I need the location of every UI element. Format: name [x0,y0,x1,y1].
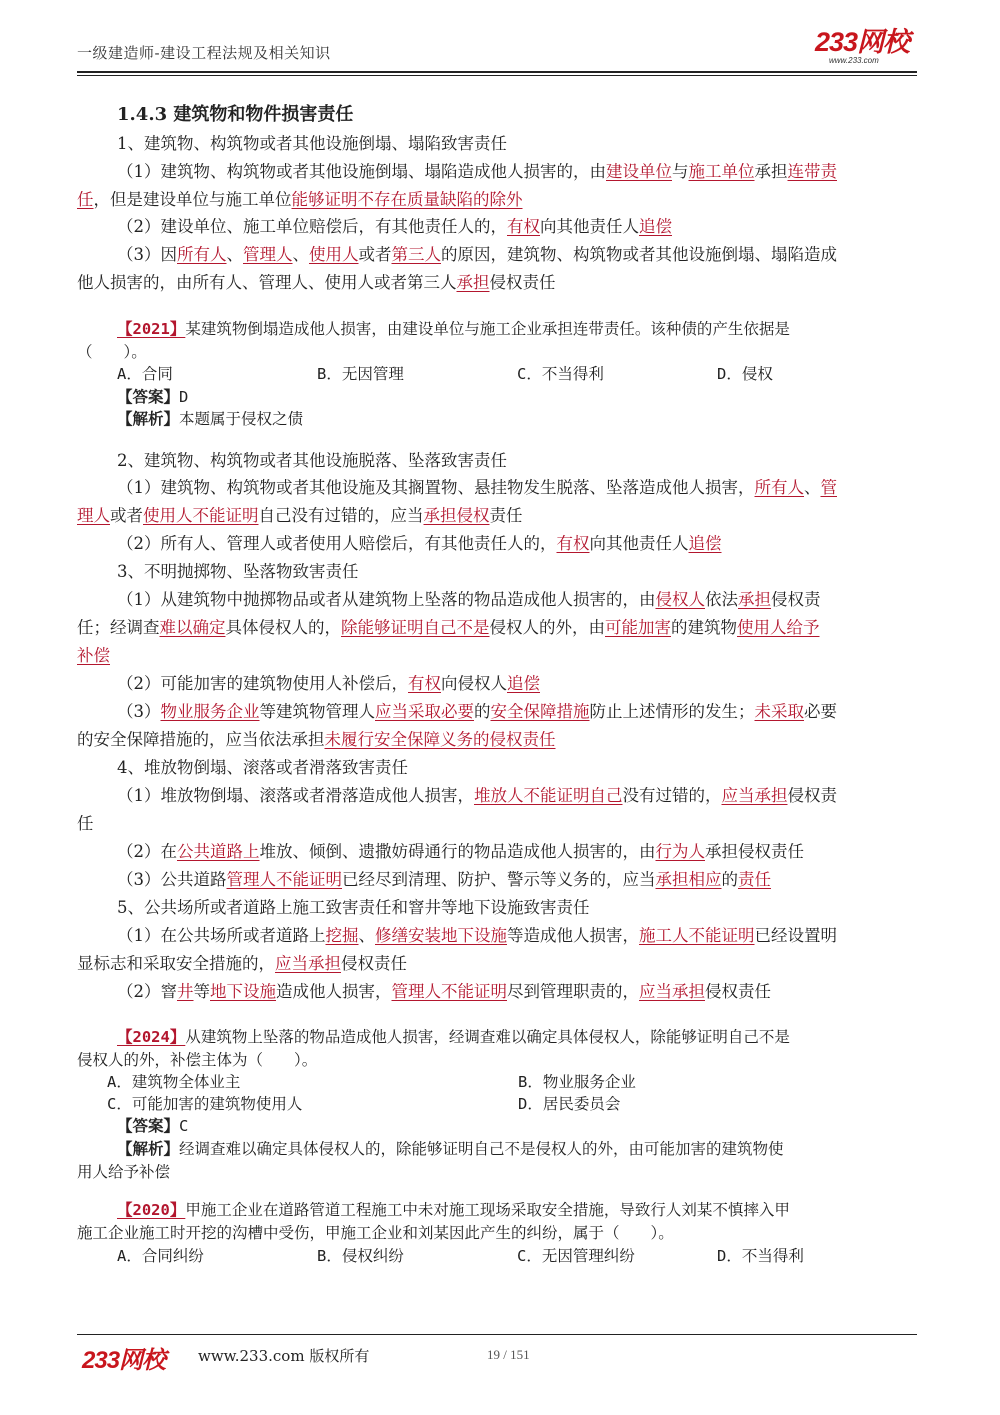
header-divider [77,71,917,73]
content-line [77,617,820,639]
answer-label: 【答案】 [117,388,180,406]
question-option-c: C．可能加害的建筑物使用人 [107,1095,303,1113]
line-text: （1）在公共场所或者道路上 [117,926,326,945]
line-text: 的 [721,870,738,889]
key-term: 未履行安全保障义务的侵权责任 [324,730,556,749]
content-line [117,561,359,583]
key-term: 安全保障措施 [490,702,590,721]
key-term: 公共道路上 [177,842,260,861]
content-line [117,869,771,891]
line-text: 自己没有过错的，应当 [258,506,424,525]
line-text: （1）从建筑物中抛掷物品或者从建筑物上坠落的物品造成他人损害的，由 [117,590,656,609]
key-term: 应当承担 [721,786,788,805]
key-term: 承担 [456,273,490,292]
content-line [117,701,837,723]
content-line [117,161,837,183]
key-term: 所有人 [754,478,804,497]
answer-label: 【答案】 [117,1117,180,1135]
line-text: 等造成他人损害， [507,926,639,945]
content-line [117,133,507,155]
content-line [77,729,556,751]
content-line [117,757,408,779]
content-line [117,785,837,807]
question-option-d: D．侵权 [717,365,773,383]
key-term: 应当承担 [275,954,341,973]
key-term: 管 [820,478,837,497]
key-term: 使用人给予 [737,618,820,637]
key-term: 承担侵权 [423,506,490,525]
question-option-a: A．合同纠纷 [117,1247,204,1265]
line-text: ，但是建设单位与施工单位 [93,190,292,209]
question-year-tag: 【2020】 [117,1201,186,1219]
content-line [117,216,672,238]
key-term: 追偿 [639,217,672,236]
line-text: 等 [193,982,210,1001]
line-text: 堆放、倾倒、遗撒妨碍通行的物品造成他人损害的，由 [259,842,656,861]
content-line [117,925,837,947]
question-analysis [117,408,303,430]
question-option-a: A．建筑物全体业主 [107,1073,241,1091]
key-term: 追偿 [688,534,722,553]
line-text: 侵权责任 [489,273,556,292]
key-term: 应当采取必要 [375,702,474,721]
analysis-text: 经调查难以确定具体侵权人的，除能够证明自己不是侵权人的外，由可能加害的建筑物使 [179,1140,784,1158]
line-text: 承担 [754,162,788,181]
analysis-text: 本题属于侵权之债 [179,410,304,428]
logo-url: www.233.com [829,56,879,65]
key-term: 使用人 [309,245,359,264]
key-term: 堆放人不能证明自己 [474,786,623,805]
line-text: 与 [672,162,689,181]
content-line [117,244,837,266]
line-text: （1）建筑物、构筑物或者其他设施及其搁置物、悬挂物发生脱落、坠落造成他人损害， [117,478,755,497]
line-text: 没有过错的， [622,786,722,805]
key-term: 连带责 [787,162,837,181]
line-text: 任 [77,814,94,833]
brand-logo [815,28,909,65]
line-text: 侵权人的外，由 [489,618,605,637]
content-line [77,953,407,975]
line-text: （2）在 [117,842,177,861]
line-text: 依法 [705,590,738,609]
question-answer [117,386,188,408]
line-text: 向其他责任人 [589,534,689,553]
content-line [117,841,804,863]
line-text: 侵权责任 [341,954,407,973]
key-term: 施工人不能证明 [639,926,755,945]
line-text: 、 [226,245,243,264]
answer-value: D [179,388,189,406]
line-text: （3） [117,702,161,721]
key-term: 侵权人 [655,590,705,609]
content-line [117,477,837,499]
line-text: （2）可能加害的建筑物使用人补偿后， [117,674,408,693]
question-option-a: A．合同 [117,365,173,383]
line-text: 、 [358,926,375,945]
line-text: 或者 [358,245,392,264]
key-term: 管理人不能证明 [226,870,342,889]
line-text: 具体侵权人的， [225,618,341,637]
footer-divider [77,1334,917,1335]
line-text: 侵权责任 [705,982,771,1001]
line-text: 、 [804,478,821,497]
footer-logo: 233网校 [82,1347,166,1374]
line-text: 造成他人损害， [276,982,392,1001]
line-text: 必要 [804,702,837,721]
key-term: 有权 [408,674,441,693]
key-term: 建设单位 [606,162,672,181]
line-text: 的建筑物 [671,618,737,637]
content-line [117,981,771,1003]
content-line [77,505,523,527]
question-stem-line-1 [117,1026,790,1048]
key-term: 承担相应 [655,870,722,889]
key-term: 理人 [77,506,110,525]
content-line [117,533,722,555]
key-term: 未采取 [754,702,804,721]
key-term: 管理人 [243,245,293,264]
question-analysis [117,1138,784,1160]
line-text: （3）公共道路 [117,870,227,889]
line-text: （3）因 [117,245,177,264]
content-line [117,589,821,611]
question-option-c: C．无因管理纠纷 [517,1247,635,1265]
line-text: 已经尽到清理、防护、警示等义务的，应当 [342,870,656,889]
key-term: 第三人 [391,245,441,264]
question-option-b: B．物业服务企业 [518,1073,636,1091]
line-text: 侵权责 [787,786,837,805]
document-header-title: 一级建造师-建设工程法规及相关知识 [77,44,331,62]
line-text: 责任 [489,506,523,525]
key-term: 能够证明不存在质量缺陷的除外 [291,190,523,209]
line-text: 已经设置明 [754,926,837,945]
question-stem-line-2: 施工企业施工时开挖的沟槽中受伤，甲施工企业和刘某因此产生的纠纷，属于（ ）。 [77,1224,674,1242]
key-term: 修缮安装地下设施 [375,926,507,945]
line-text: 3、不明抛掷物、坠落物致害责任 [117,562,359,581]
line-text: 、 [292,245,309,264]
line-text: 向侵权人 [441,674,507,693]
key-term: 管理人不能证明 [391,982,507,1001]
line-text: 承担侵权责任 [705,842,804,861]
key-term: 地下设施 [210,982,276,1001]
question-option-d: D．不当得利 [717,1247,804,1265]
key-term: 挖掘 [325,926,359,945]
question-year-tag: 【2024】 [117,1028,186,1046]
question-stem-line-2: 侵权人的外，补偿主体为（ ）。 [77,1051,318,1069]
line-text: 向其他责任人 [540,217,639,236]
key-term: 可能加害 [605,618,671,637]
key-term: 有权 [507,217,540,236]
key-term: 难以确定 [159,618,226,637]
key-term: 补偿 [77,646,110,665]
header-divider-thin [77,75,917,76]
question-year-tag: 【2021】 [117,320,186,338]
line-text: （2）窨 [117,982,177,1001]
question-answer [117,1115,188,1137]
line-text: 或者 [110,506,143,525]
answer-value: C [179,1117,189,1135]
key-term: 行为人 [655,842,705,861]
line-text: 4、堆放物倒塌、滚落或者滑落致害责任 [117,758,408,777]
logo-text: 233网校 [815,27,910,57]
question-option-b: B．侵权纠纷 [317,1247,404,1265]
content-line [77,645,110,667]
footer-copyright: www.233.com 版权所有 [198,1347,370,1365]
key-term: 应当承担 [639,982,705,1001]
question-option-c: C．不当得利 [517,365,604,383]
question-stem-text: 甲施工企业在道路管道工程施工中未对施工现场采取安全措施，导致行人刘某不慎摔入甲 [185,1201,790,1219]
question-option-b: B．无因管理 [317,365,404,383]
line-text: 的安全保障措施的，应当依法承担 [77,730,325,749]
line-text: 防止上述情形的发生； [589,702,755,721]
line-text: （1）堆放物倒塌、滚落或者滑落造成他人损害， [117,786,474,805]
line-text: （2）建设单位、施工单位赔偿后，有其他责任人的， [117,217,507,236]
key-term: 追偿 [507,674,540,693]
question-option-d: D．居民委员会 [518,1095,621,1113]
section-title: 1.4.3 建筑物和物件损害责任 [117,104,354,125]
content-line [77,272,556,294]
content-line [117,897,590,919]
line-text: 尽到管理职责的， [507,982,639,1001]
analysis-label: 【解析】 [117,410,180,428]
key-term: 责任 [738,870,771,889]
analysis-label: 【解析】 [117,1140,180,1158]
line-text: （2）所有人、管理人或者使用人赔偿后，有其他责任人的， [117,534,557,553]
line-text: 的原因，建筑物、构筑物或者其他设施倒塌、塌陷造成 [441,245,837,264]
key-term: 施工单位 [688,162,755,181]
question-stem-text: 从建筑物上坠落的物品造成他人损害，经调查难以确定具体侵权人，除能够证明自己不是 [185,1028,790,1046]
question-stem-line-2: （ ）。 [77,343,147,361]
content-line [117,450,507,472]
key-term: 井 [177,982,194,1001]
line-text: 1、建筑物、构筑物或者其他设施倒塌、塌陷致害责任 [117,134,507,153]
key-term: 所有人 [177,245,227,264]
key-term: 除能够证明自己不是 [341,618,490,637]
question-stem-line-1 [117,318,790,340]
content-line [77,189,523,211]
key-term: 有权 [556,534,590,553]
key-term: 任 [77,190,94,209]
line-text: 的 [474,702,491,721]
content-line [117,673,540,695]
page-number: 19 / 151 [487,1347,530,1362]
content-line [77,813,94,835]
line-text: 等建筑物管理人 [259,702,375,721]
key-term: 承担 [738,590,771,609]
question-stem-line-1 [117,1199,790,1221]
line-text: （1）建筑物、构筑物或者其他设施倒塌、塌陷造成他人损害的，由 [117,162,606,181]
line-text: 任；经调查 [77,618,160,637]
key-term: 物业服务企业 [160,702,260,721]
line-text: 他人损害的，由所有人、管理人、使用人或者第三人 [77,273,457,292]
line-text: 侵权责 [771,590,821,609]
question-analysis-line-2: 用人给予补偿 [77,1163,171,1181]
question-stem-text: 某建筑物倒塌造成他人损害，由建设单位与施工企业承担连带责任。该种债的产生依据是 [185,320,790,338]
line-text: 显标志和采取安全措施的， [77,954,275,973]
key-term: 使用人不能证明 [143,506,259,525]
line-text: 2、建筑物、构筑物或者其他设施脱落、坠落致害责任 [117,451,507,470]
line-text: 5、公共场所或者道路上施工致害责任和窨井等地下设施致害责任 [117,898,590,917]
